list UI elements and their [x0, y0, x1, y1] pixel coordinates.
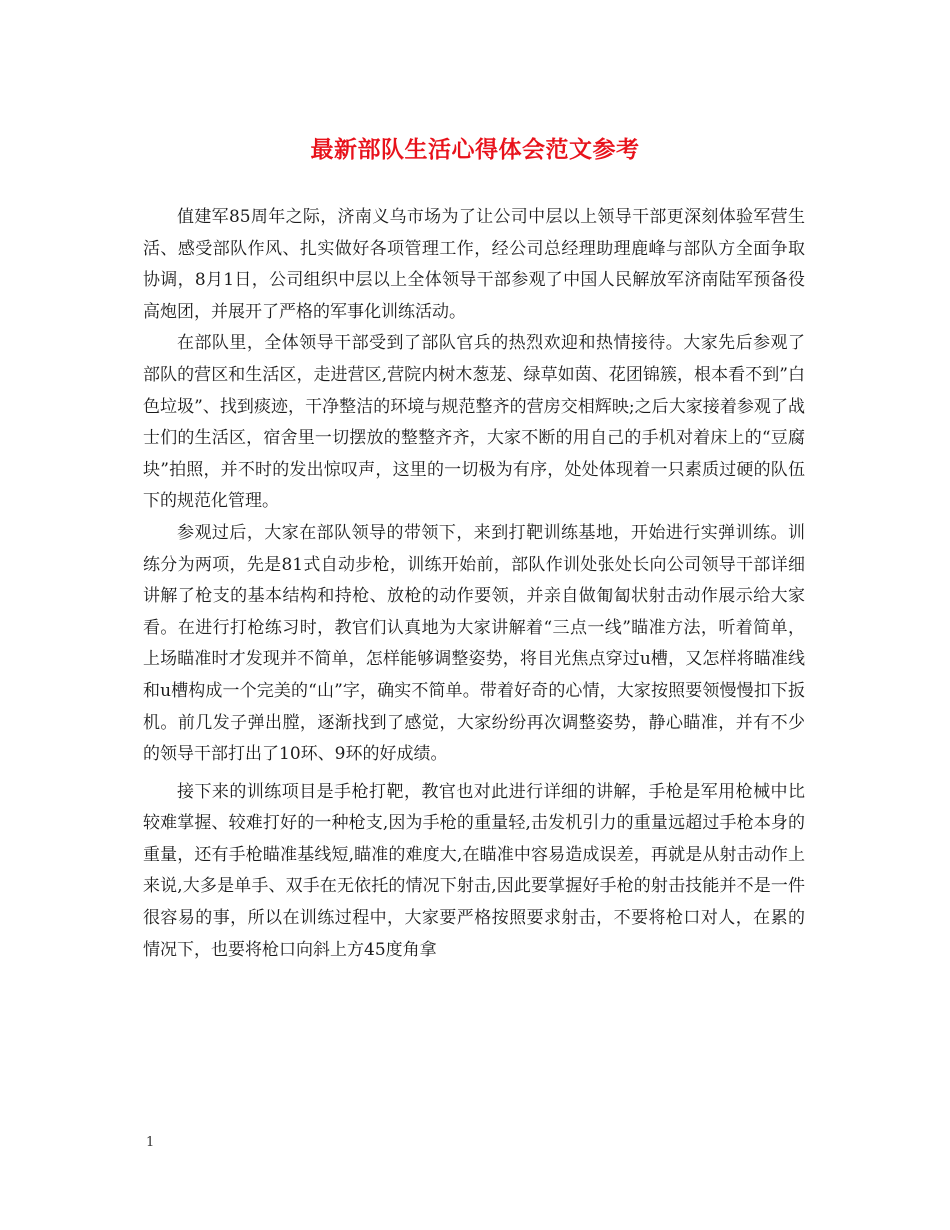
- paragraph: 参观过后，大家在部队领导的带领下，来到打靶训练基地，开始进行实弹训练。训练分为两项，先是81式自动步枪，训练开始前，部队作训处张处长向公司领导干部详细讲解了枪支的基本结构和持枪、放枪的动作要领，并亲自做匍匐状射击动作展示给大家看。在进行打枪练习时，教官们认真地为大家讲解着“三点一线”瞄准方法，听着简单，上场瞄准时才发现并不简单，怎样能够调整姿势，将目光焦点穿过u槽，又怎样将瞄准线和u槽构成一个完美的“山”字，确实不简单。带着好奇的心情，大家按照要领慢慢扣下扳机。前几发子弹出膛，逐渐找到了感觉，大家纷纷再次调整姿势，静心瞄准，并有不少的领导干部打出了10环、9环的好成绩。: [143, 522, 805, 765]
- paragraph: 值建军85周年之际，济南义乌市场为了让公司中层以上领导干部更深刻体验军营生活、感受部队作风、扎实做好各项管理工作，经公司总经理助理鹿峰与部队方全面争取协调，8月1日，公司组织中层以上全体领导干部参观了中国人民解放军济南陆军预备役高炮团，并展开了严格的军事化训练活动。: [143, 207, 805, 322]
- document-body: [143, 202, 805, 966]
- paragraph: 在部队里，全体领导干部受到了部队官兵的热烈欢迎和热情接待。大家先后参观了部队的营区和生活区，走进营区,营院内树木葱茏、绿草如茵、花团锦簇，根本看不到”白色垃圾”、找到痰迹，干净整洁的环境与规范整齐的营房交相辉映;之后大家接着参观了战士们的生活区，宿舍里一切摆放的整整齐齐，大家不断的用自己的手机对着床上的“豆腐块”拍照，并不时的发出惊叹声，这里的一切极为有序，处处体现着一只素质过硬的队伍下的规范化管理。: [143, 333, 805, 512]
- page-number: 1: [146, 1135, 155, 1150]
- document-title: 最新部队生活心得体会范文参考: [310, 137, 640, 163]
- paragraph: 接下来的训练项目是手枪打靶，教官也对此进行详细的讲解，手枪是军用枪械中比较难掌握、较难打好的一种枪支,因为手枪的重量轻,击发机引力的重量远超过手枪本身的重量，还有手枪瞄准基线短,瞄准的难度大,在瞄准中容易造成误差，再就是从射击动作上来说,大多是单手、双手在无依托的情况下射击,因此要掌握好手枪的射击技能并不是一件很容易的事，所以在训练过程中，大家要严格按照要求射击，不要将枪口对人，在累的情况下，也要将枪口向斜上方45度角拿: [143, 781, 805, 960]
